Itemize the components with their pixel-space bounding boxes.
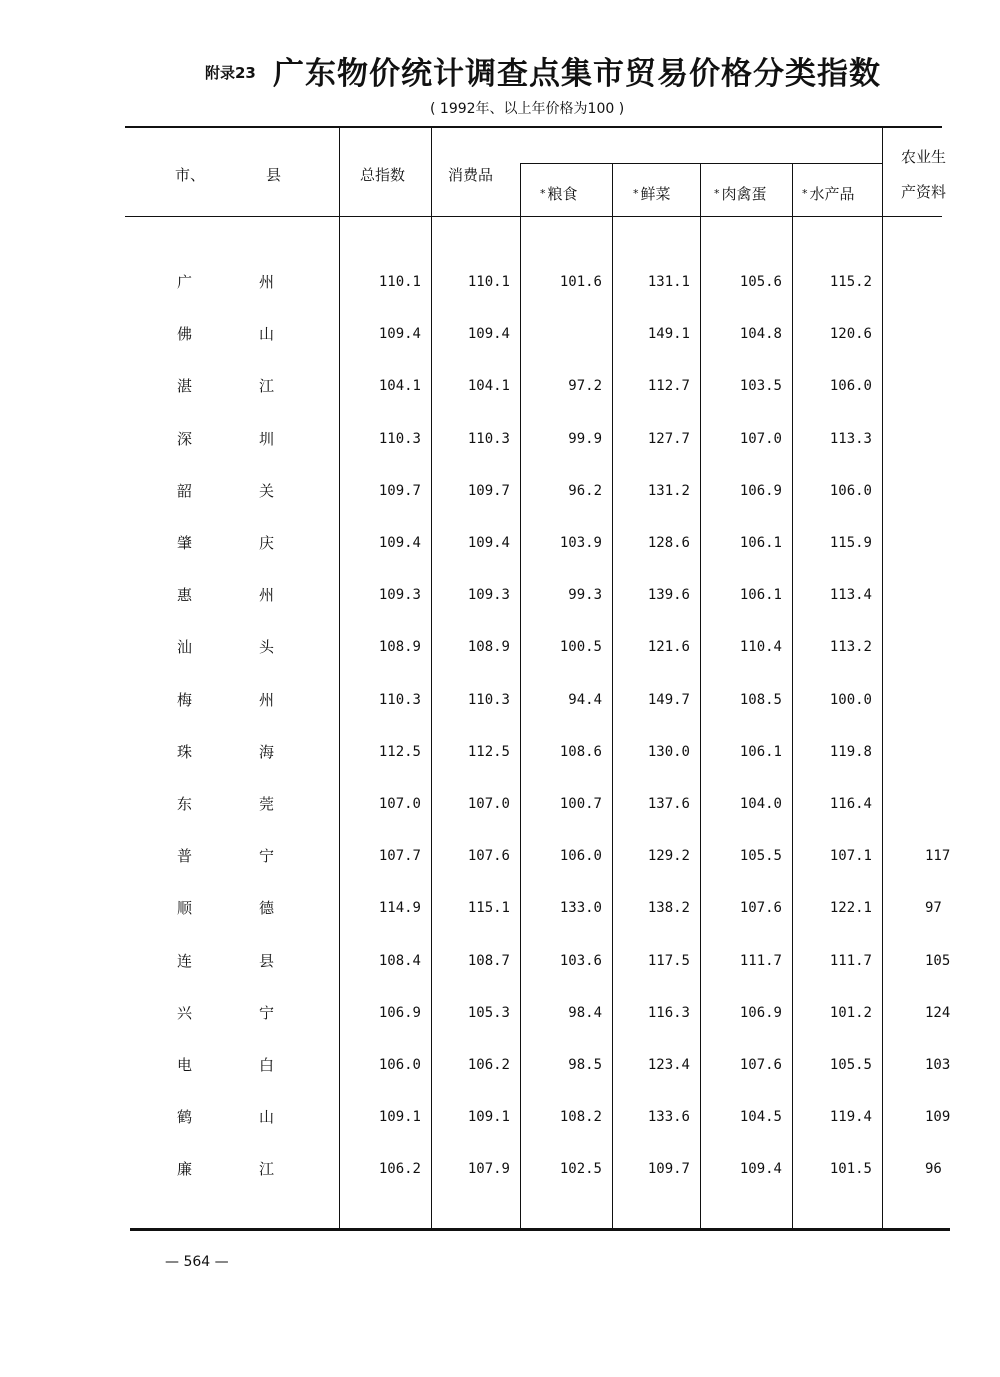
consumer-goods-cell: 115.1 — [467, 900, 510, 917]
meat-poultry-eggs-cell: 107.6 — [739, 900, 782, 917]
vegetables-cell: 109.7 — [647, 1161, 690, 1178]
meat-poultry-eggs-cell: 110.4 — [739, 639, 782, 656]
vegetables-cell: 123.4 — [647, 1057, 690, 1073]
total-index-cell: 110.3 — [378, 691, 421, 708]
city-name-part2: 县 — [259, 951, 275, 970]
city-name-part2: 山 — [259, 325, 275, 344]
table-row — [0, 635, 1000, 659]
aquatic-products-cell: 107.1 — [829, 848, 872, 865]
meat-poultry-eggs-cell: 104.0 — [739, 796, 782, 812]
city-name-part1: 廉 — [177, 1160, 193, 1179]
agri-inputs-cell — [925, 322, 950, 346]
grain-cell: 103.6 — [559, 952, 602, 969]
table-row — [0, 374, 1000, 398]
city-name-part2: 宁 — [259, 1003, 275, 1022]
grain-cell: 99.9 — [568, 430, 602, 447]
agri-inputs-cell: 124 — [925, 1004, 950, 1021]
header-consumer-goods: 消费品 — [448, 166, 494, 184]
header-grain — [540, 183, 578, 204]
meat-poultry-eggs-cell: 107.6 — [739, 1057, 782, 1073]
aquatic-products-cell: 100.0 — [829, 691, 872, 708]
total-index-cell: 108.9 — [378, 639, 421, 656]
table-row — [0, 270, 1000, 294]
consumer-goods-cell: 106.2 — [467, 1057, 510, 1073]
meat-poultry-eggs-cell: 107.0 — [739, 430, 782, 447]
vegetables-cell: 127.7 — [647, 430, 690, 447]
grain-cell: 102.5 — [559, 1161, 602, 1178]
total-index-cell: 110.1 — [378, 274, 421, 290]
table-row — [0, 896, 1000, 920]
aquatic-products-cell: 101.5 — [829, 1161, 872, 1178]
table-row — [0, 531, 1000, 555]
grain-cell: 98.4 — [568, 1004, 602, 1021]
table-row — [0, 322, 1000, 346]
city-name-part1: 深 — [177, 429, 193, 448]
city-name-part2: 宁 — [259, 847, 275, 866]
city-name-part2: 德 — [259, 899, 275, 918]
page-title — [205, 48, 905, 92]
meat-poultry-eggs-cell: 108.5 — [739, 691, 782, 708]
agri-inputs-cell — [925, 270, 950, 294]
star-mark: * — [633, 187, 639, 200]
page-number: — 564 — — [165, 1254, 229, 1270]
consumer-goods-cell: 104.1 — [467, 378, 510, 395]
table-row — [0, 844, 1000, 868]
city-name-part2: 海 — [259, 742, 275, 761]
vegetables-cell: 138.2 — [647, 900, 690, 917]
agri-inputs-cell — [925, 531, 950, 555]
city-name-part1: 鹤 — [177, 1108, 193, 1127]
total-index-cell: 109.4 — [378, 535, 421, 551]
total-index-cell: 106.0 — [378, 1057, 421, 1073]
consumer-goods-cell: 107.0 — [467, 796, 510, 812]
subheader-rule — [520, 163, 882, 164]
city-name-part2: 圳 — [259, 429, 275, 448]
agri-inputs-cell: 109 — [925, 1109, 950, 1126]
aquatic-products-cell: 113.3 — [829, 430, 872, 447]
city-name-part2: 州 — [259, 273, 275, 291]
city-name-part2: 江 — [259, 1160, 275, 1179]
table-row — [0, 949, 1000, 973]
table-row — [0, 1001, 1000, 1025]
aquatic-products-cell: 113.4 — [829, 587, 872, 604]
total-index-cell: 106.2 — [378, 1161, 421, 1178]
table-subtitle: ( 1992年、以上年价格为100 ) — [430, 101, 625, 117]
total-index-cell: 107.0 — [378, 796, 421, 812]
consumer-goods-cell: 109.7 — [467, 482, 510, 499]
header-agri-line2 — [901, 181, 948, 202]
meat-poultry-eggs-cell: 103.5 — [739, 378, 782, 395]
consumer-goods-cell: 110.1 — [467, 274, 510, 290]
vegetables-cell: 149.1 — [647, 326, 690, 343]
consumer-goods-cell: 108.9 — [467, 639, 510, 656]
meat-poultry-eggs-cell: 106.1 — [739, 535, 782, 551]
meat-poultry-eggs-cell: 106.9 — [739, 482, 782, 499]
agri-inputs-cell: 96 — [925, 1161, 942, 1178]
agri-inputs-cell — [925, 688, 950, 712]
vegetables-cell: 133.6 — [647, 1109, 690, 1126]
city-name-part2: 江 — [259, 377, 275, 396]
header-meat — [714, 183, 767, 204]
city-name-part1: 连 — [177, 951, 193, 970]
grain-cell: 96.2 — [568, 482, 602, 499]
meat-poultry-eggs-cell: 106.1 — [739, 587, 782, 604]
table-row — [0, 1157, 1000, 1181]
header-grain-label: 粮食 — [547, 185, 578, 203]
consumer-goods-cell: 109.3 — [467, 587, 510, 604]
total-index-cell: 108.4 — [378, 952, 421, 969]
vegetables-cell: 137.6 — [647, 796, 690, 812]
vegetables-cell: 116.3 — [647, 1004, 690, 1021]
vegetables-cell: 130.0 — [647, 743, 690, 760]
city-name-part1: 广 — [177, 273, 193, 291]
consumer-goods-cell: 107.9 — [467, 1161, 510, 1178]
meat-poultry-eggs-cell: 105.5 — [739, 848, 782, 865]
total-index-cell: 114.9 — [378, 900, 421, 917]
header-agri-line1-text: 农业生 — [901, 148, 947, 166]
table-row — [0, 688, 1000, 712]
total-index-cell: 109.4 — [378, 326, 421, 343]
header-aquatic-label: 水产品 — [809, 185, 855, 203]
agri-inputs-cell — [925, 583, 950, 607]
city-name-part1: 佛 — [177, 325, 193, 344]
city-name-part1: 梅 — [177, 690, 193, 709]
aquatic-products-cell: 119.4 — [829, 1109, 872, 1126]
city-name-part1: 惠 — [177, 586, 193, 605]
grain-cell: 97.2 — [568, 378, 602, 395]
city-name-part2: 州 — [259, 690, 275, 709]
agri-inputs-cell: 103 — [925, 1057, 950, 1073]
city-name-part2: 州 — [259, 586, 275, 605]
grain-cell: 103.9 — [559, 535, 602, 551]
city-name-part1: 湛 — [177, 377, 193, 396]
header-city-a: 市、 — [175, 166, 206, 184]
city-name-part1: 东 — [177, 795, 193, 813]
meat-poultry-eggs-cell: 104.8 — [739, 326, 782, 343]
table-row — [0, 583, 1000, 607]
header-agri-line2-text: 产资料 — [901, 183, 947, 201]
meat-poultry-eggs-cell: 104.5 — [739, 1109, 782, 1126]
agri-inputs-cell: 97 — [925, 900, 942, 917]
agri-inputs-cell — [925, 635, 950, 659]
city-name-part2: 山 — [259, 1108, 275, 1127]
consumer-goods-cell: 108.7 — [467, 952, 510, 969]
table-row — [0, 1105, 1000, 1129]
header-meat-label: 肉禽蛋 — [721, 185, 767, 203]
header-vegetables — [633, 183, 671, 204]
header-aquatic — [802, 183, 855, 204]
meat-poultry-eggs-cell: 111.7 — [739, 952, 782, 969]
consumer-goods-cell: 109.1 — [467, 1109, 510, 1126]
total-index-cell: 110.3 — [378, 430, 421, 447]
agri-inputs-cell — [925, 792, 950, 816]
meat-poultry-eggs-cell: 105.6 — [739, 274, 782, 290]
grain-cell: 99.3 — [568, 587, 602, 604]
star-mark: * — [714, 187, 720, 200]
consumer-goods-cell: 109.4 — [467, 535, 510, 551]
grain-cell: 101.6 — [559, 274, 602, 290]
city-name-part2: 庆 — [259, 534, 275, 552]
aquatic-products-cell: 120.6 — [829, 326, 872, 343]
grain-cell: 108.2 — [559, 1109, 602, 1126]
vegetables-cell: 131.1 — [647, 274, 690, 290]
aquatic-products-cell: 106.0 — [829, 482, 872, 499]
table-row — [0, 1053, 1000, 1077]
city-name-part1: 电 — [177, 1056, 193, 1074]
agri-inputs-cell — [925, 374, 950, 398]
consumer-goods-cell: 110.3 — [467, 430, 510, 447]
meat-poultry-eggs-cell: 106.1 — [739, 743, 782, 760]
appendix-label: 附录23 — [205, 64, 256, 82]
grain-cell — [522, 322, 602, 346]
table-row — [0, 792, 1000, 816]
city-name-part2: 白 — [259, 1056, 275, 1074]
agri-inputs-cell — [925, 479, 950, 503]
total-index-cell: 109.3 — [378, 587, 421, 604]
header-bottom-rule — [125, 216, 942, 217]
table-title: 广东物价统计调查点集市贸易价格分类指数 — [273, 56, 881, 92]
vegetables-cell: 129.2 — [647, 848, 690, 865]
star-mark: * — [802, 187, 808, 200]
bottom-rule — [130, 1228, 950, 1231]
aquatic-products-cell: 115.9 — [829, 535, 872, 551]
grain-cell: 100.5 — [559, 639, 602, 656]
vegetables-cell: 139.6 — [647, 587, 690, 604]
grain-cell: 98.5 — [568, 1057, 602, 1073]
aquatic-products-cell: 101.2 — [829, 1004, 872, 1021]
city-name-part2: 关 — [259, 481, 275, 500]
aquatic-products-cell: 111.7 — [829, 952, 872, 969]
consumer-goods-cell: 110.3 — [467, 691, 510, 708]
agri-inputs-cell — [925, 740, 950, 764]
meat-poultry-eggs-cell: 106.9 — [739, 1004, 782, 1021]
aquatic-products-cell: 122.1 — [829, 900, 872, 917]
city-name-part1: 汕 — [177, 638, 193, 657]
aquatic-products-cell: 106.0 — [829, 378, 872, 395]
top-rule — [125, 126, 942, 128]
total-index-cell: 106.9 — [378, 1004, 421, 1021]
header-city-b: 县 — [266, 166, 282, 184]
city-name-part1: 珠 — [177, 742, 193, 761]
city-name-part2: 莞 — [259, 795, 275, 813]
aquatic-products-cell: 115.2 — [829, 274, 872, 290]
consumer-goods-cell: 109.4 — [467, 326, 510, 343]
total-index-cell: 107.7 — [378, 848, 421, 865]
city-name-part1: 韶 — [177, 481, 193, 500]
city-name-part1: 肇 — [177, 534, 193, 552]
city-name-part1: 顺 — [177, 899, 193, 918]
star-mark: * — [540, 187, 546, 200]
aquatic-products-cell: 113.2 — [829, 639, 872, 656]
header-agri-line1 — [901, 146, 948, 167]
consumer-goods-cell: 105.3 — [467, 1004, 510, 1021]
agri-inputs-cell: 117 — [925, 848, 950, 865]
consumer-goods-cell: 112.5 — [467, 743, 510, 760]
vegetables-cell: 121.6 — [647, 639, 690, 656]
city-name-part1: 普 — [177, 847, 193, 866]
aquatic-products-cell: 119.8 — [829, 743, 872, 760]
agri-inputs-cell: 105 — [925, 952, 950, 969]
grain-cell: 108.6 — [559, 743, 602, 760]
vegetables-cell: 128.6 — [647, 535, 690, 551]
meat-poultry-eggs-cell: 109.4 — [739, 1161, 782, 1178]
header-vegetables-label: 鲜菜 — [640, 185, 671, 203]
total-index-cell: 109.7 — [378, 482, 421, 499]
table-row — [0, 740, 1000, 764]
city-name-part2: 头 — [259, 638, 275, 657]
grain-cell: 94.4 — [568, 691, 602, 708]
aquatic-products-cell: 116.4 — [829, 796, 872, 812]
grain-cell: 133.0 — [559, 900, 602, 917]
total-index-cell: 104.1 — [378, 378, 421, 395]
aquatic-products-cell: 105.5 — [829, 1057, 872, 1073]
table-row — [0, 479, 1000, 503]
total-index-cell: 112.5 — [378, 743, 421, 760]
consumer-goods-cell: 107.6 — [467, 848, 510, 865]
grain-cell: 100.7 — [559, 796, 602, 812]
grain-cell: 106.0 — [559, 848, 602, 865]
header-total-index: 总指数 — [360, 166, 406, 184]
vegetables-cell: 112.7 — [647, 378, 690, 395]
total-index-cell: 109.1 — [378, 1109, 421, 1126]
vegetables-cell: 117.5 — [647, 952, 690, 969]
agri-inputs-cell — [925, 427, 950, 451]
table-row — [0, 427, 1000, 451]
vegetables-cell: 131.2 — [647, 482, 690, 499]
city-name-part1: 兴 — [177, 1003, 193, 1022]
vegetables-cell: 149.7 — [647, 691, 690, 708]
